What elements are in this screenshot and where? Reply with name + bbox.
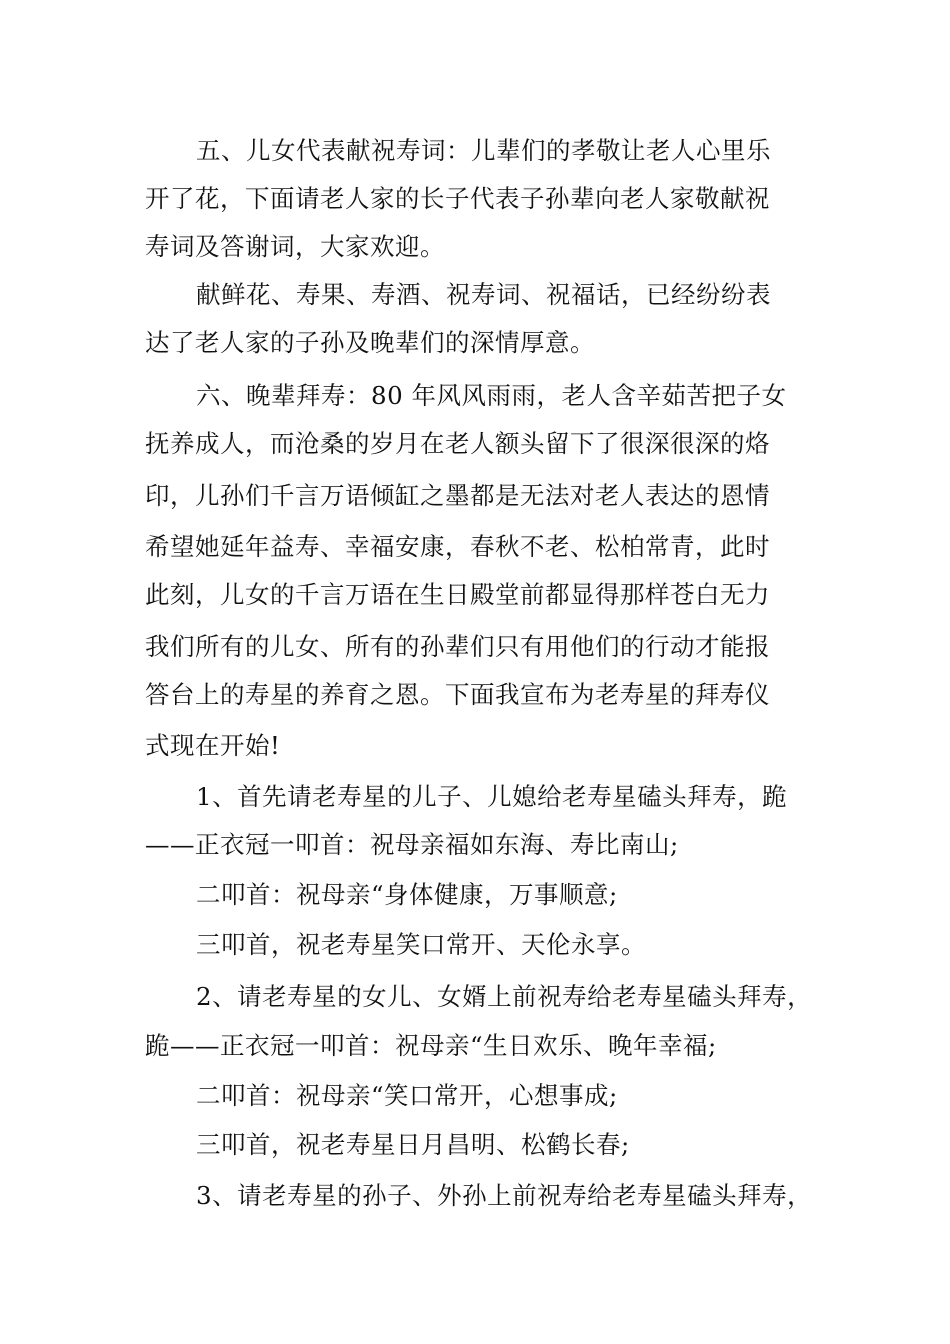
text-line: 献鲜花、寿果、寿酒、祝寿词、祝福话，已经纷纷表	[196, 280, 771, 309]
text-line: 三叩首，祝老寿星笑口常开、天伦永享。	[196, 930, 646, 959]
text-line: 希望她延年益寿、幸福安康，春秋不老、松柏常青，此时	[145, 532, 770, 561]
text-line: 五、儿女代表献祝寿词：儿辈们的孝敬让老人心里乐	[196, 136, 771, 165]
text-line: 寿词及答谢词，大家欢迎。	[145, 232, 445, 261]
text-line: 式现在开始!	[145, 731, 281, 760]
text-line: 二叩首：祝母亲“笑口常开，心想事成;	[196, 1081, 618, 1110]
text-line: 抚养成人，而沧桑的岁月在老人额头留下了很深很深的烙	[145, 429, 770, 458]
text-line: 我们所有的儿女、所有的孙辈们只有用他们的行动才能报	[145, 632, 770, 661]
text-line: 开了花，下面请老人家的长子代表子孙辈向老人家敬献祝	[145, 184, 770, 213]
text-line: 二叩首：祝母亲“身体健康，万事顺意;	[196, 880, 618, 909]
text-line: 跪——正衣冠一叩首：祝母亲“生日欢乐、晚年幸福;	[145, 1031, 717, 1060]
text-line: 印，儿孙们千言万语倾缸之墨都是无法对老人表达的恩情	[145, 481, 770, 510]
text-line: 六、晚辈拜寿：80 年风风雨雨，老人含辛茹苦把子女	[196, 381, 787, 410]
text-line: ——正衣冠一叩首：祝母亲福如东海、寿比南山;	[145, 830, 679, 859]
text-line: 1、首先请老寿星的儿子、儿媳给老寿星磕头拜寿，跪	[196, 782, 788, 811]
text-line: 2、请老寿星的女儿、女婿上前祝寿给老寿星磕头拜寿，	[196, 982, 813, 1011]
text-line: 3、请老寿星的孙子、外孙上前祝寿给老寿星磕头拜寿，	[196, 1181, 813, 1210]
text-line: 三叩首，祝老寿星日月昌明、松鹤长春;	[196, 1130, 630, 1159]
text-line: 达了老人家的子孙及晚辈们的深情厚意。	[145, 328, 595, 357]
text-line: 此刻，儿女的千言万语在生日殿堂前都显得那样苍白无力	[145, 580, 770, 609]
text-line: 答台上的寿星的养育之恩。下面我宣布为老寿星的拜寿仪	[145, 680, 770, 709]
